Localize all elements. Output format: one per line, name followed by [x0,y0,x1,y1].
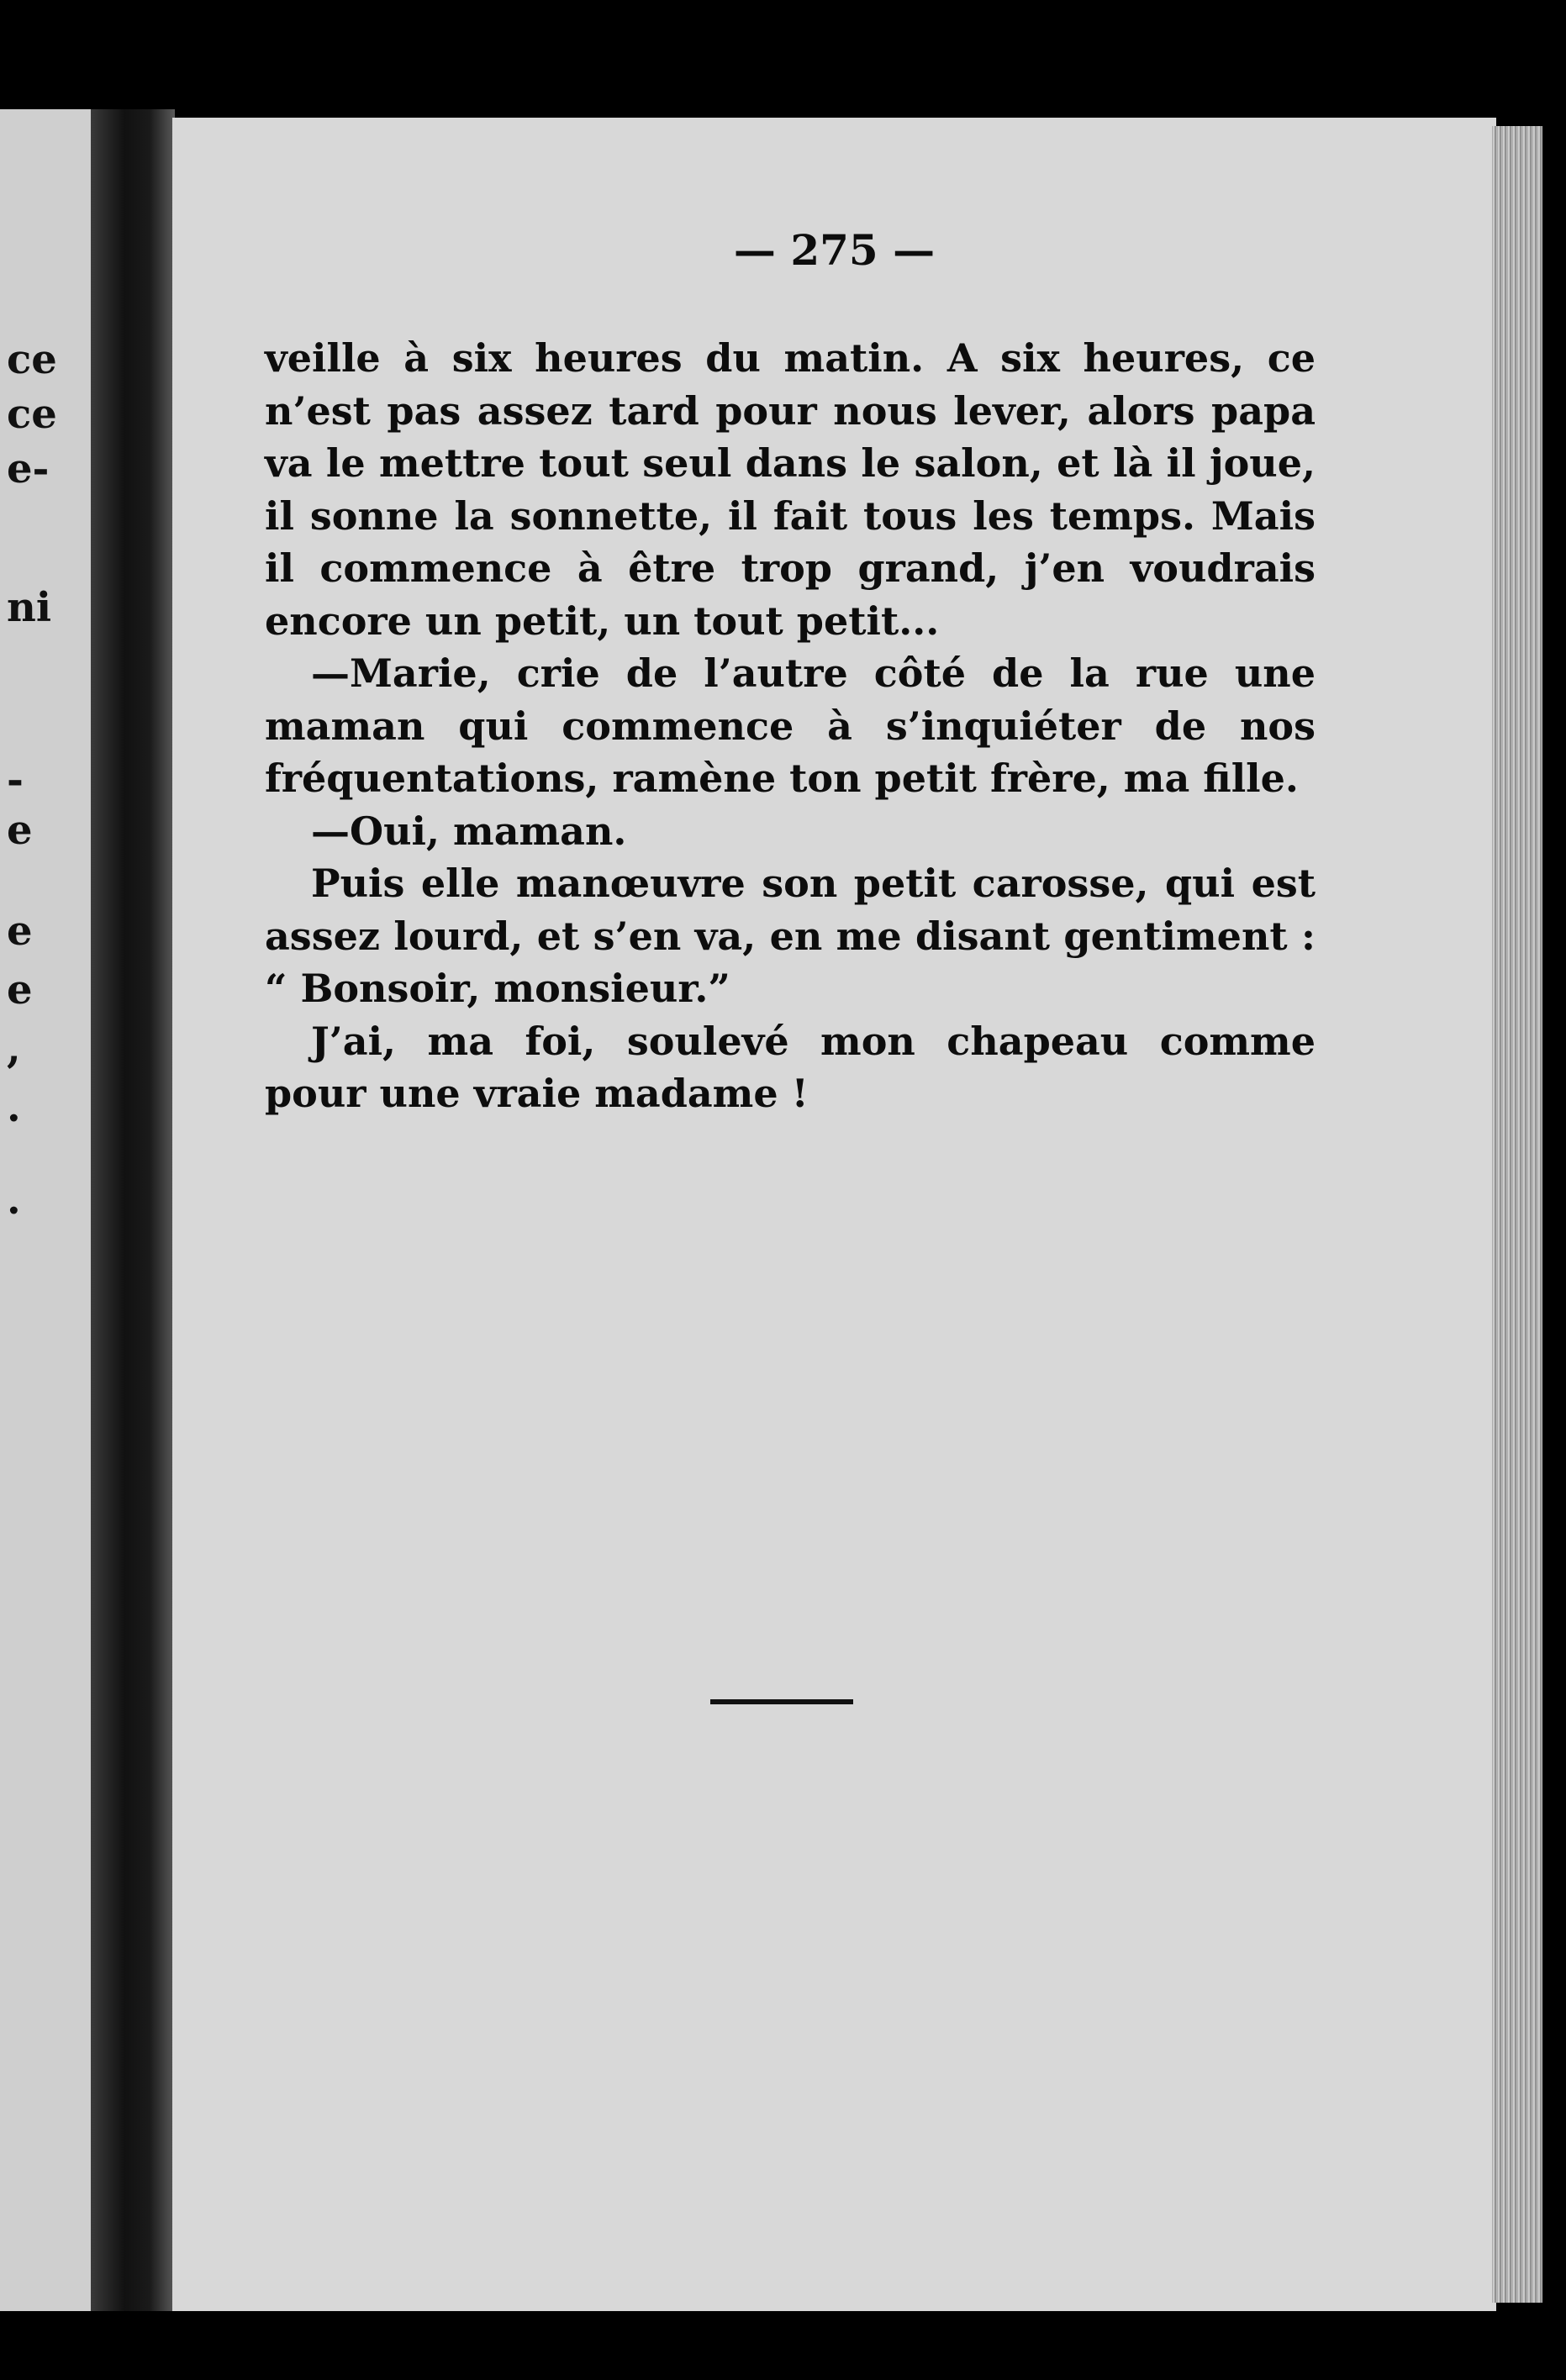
facing-page-fragments [0,109,91,2311]
paragraph: J’ai, ma foi, soulevé mon chapeau comme pour une vraie madame ! [265,1018,1316,1116]
page-number: — 275 — [733,225,936,275]
chapter-end-rule [710,1699,853,1704]
paragraph: veille à six heures du matin. A six heures, ce n’est pas assez tard pour nous lever, alors papa va le mettre tout seul dans le salon, et là il joue, il sonne la sonnette, il fait tous les temps. Mais il commence à être trop grand, j’en voudrais encore un petit, un tout petit... [265,335,1316,644]
paragraph: —Marie, crie de l’autre côté de la rue une maman qui commence à s’inquiéter de nos fréquentations, ramène ton petit frère, ma fille. [265,650,1316,801]
paragraph: Puis elle manœuvre son petit carosse, qui est assez lourd, et s’en va, en me disant gentiment : “ Bonsoir, monsieur.” [265,861,1316,1011]
fragment: e- [7,445,50,492]
book-page [172,118,1496,2311]
fragment: ce [7,336,57,383]
fragment: , [7,1025,21,1072]
page-edges [1492,126,1542,2303]
page-body [265,332,1316,1120]
paragraph: —Oui, maman. [311,808,627,854]
fragment: e [7,908,33,955]
fragment: e [7,807,33,854]
fragment: - [7,756,24,803]
fragment: e [7,966,33,1014]
facing-page-edge [0,109,91,2311]
book-gutter [91,109,175,2311]
fragment: ni [7,584,52,631]
fragment: ce [7,391,57,438]
fragment: . [7,1177,21,1224]
fragment: . [7,1084,21,1131]
